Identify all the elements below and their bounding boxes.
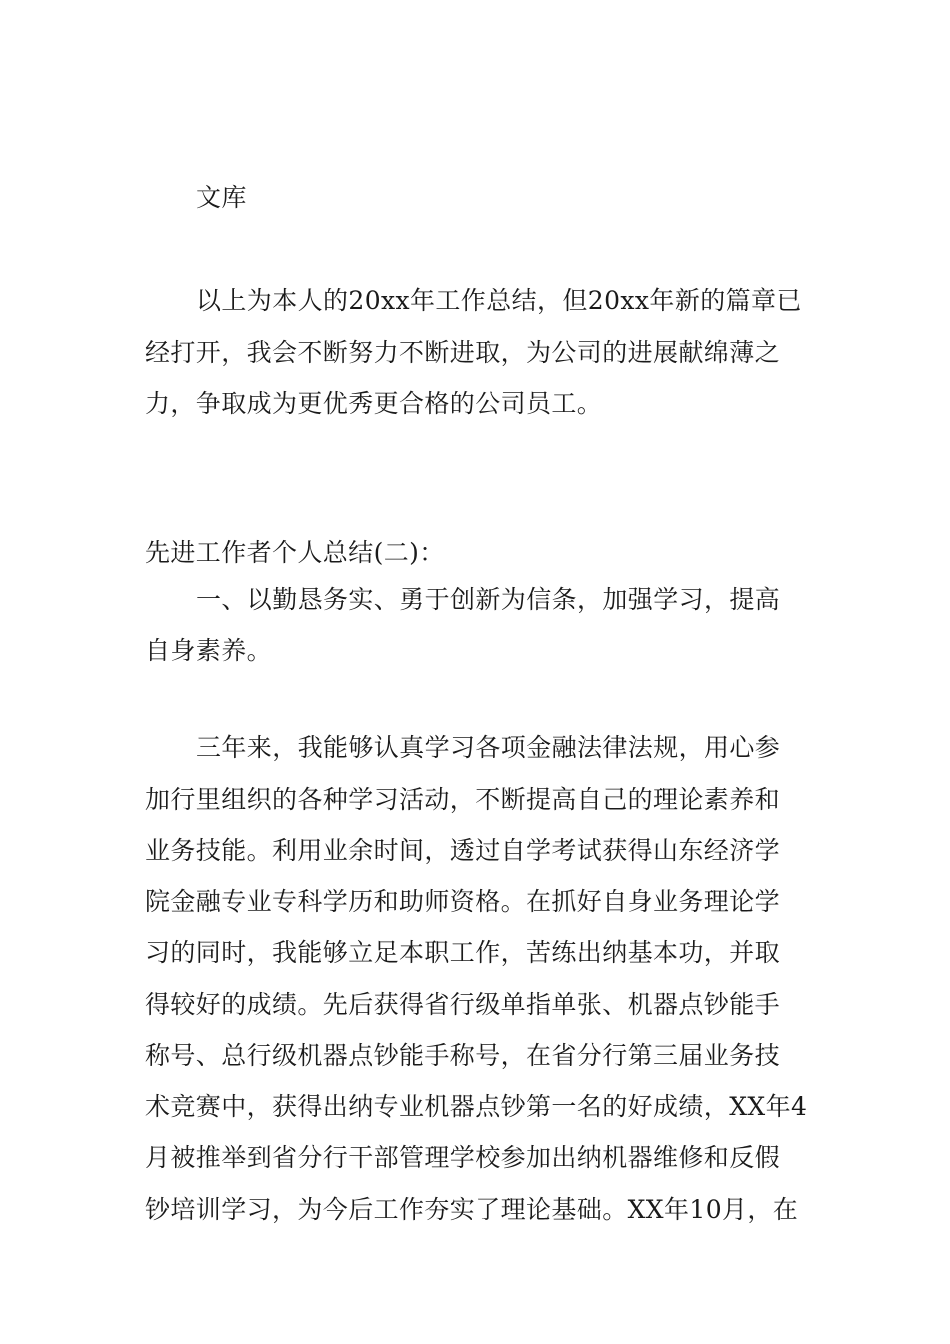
header-fragment: 文库	[196, 183, 247, 212]
paragraph-line: 习的同时，我能够立足本职工作，苦练出纳基本功，并取	[145, 938, 781, 967]
paragraph-line: 加行里组织的各种学习活动，不断提高自己的理论素养和	[145, 785, 781, 814]
paragraph-line: 经打开，我会不断努力不断进取，为公司的进展献绵薄之	[145, 338, 781, 367]
paragraph-line: 三年来，我能够认真学习各项金融法律法规，用心参	[196, 733, 781, 762]
paragraph-line: 自身素养。	[145, 636, 273, 665]
paragraph-line: 院金融专业专科学历和助师资格。在抓好自身业务理论学	[145, 887, 781, 916]
paragraph-line: 钞培训学习，为今后工作夯实了理论基础。XX年10月，在	[145, 1195, 799, 1224]
paragraph-line: 得较好的成绩。先后获得省行级单指单张、机器点钞能手	[145, 990, 781, 1019]
paragraph-line: 力，争取成为更优秀更合格的公司员工。	[145, 389, 603, 418]
paragraph-line: 月被推举到省分行干部管理学校参加出纳机器维修和反假	[145, 1143, 781, 1172]
paragraph-line: 一、以勤恳务实、勇于创新为信条，加强学习，提高	[196, 585, 781, 614]
paragraph-line: 以上为本人的20xx年工作总结，但20xx年新的篇章已	[196, 286, 802, 315]
section-title: 先进工作者个人总结(二)：	[145, 538, 445, 567]
paragraph-line: 称号、总行级机器点钞能手称号，在省分行第三届业务技	[145, 1041, 781, 1070]
paragraph-line: 业务技能。利用业余时间，透过自学考试获得山东经济学	[145, 836, 781, 865]
paragraph-line: 术竞赛中，获得出纳专业机器点钞第一名的好成绩，XX年4	[145, 1092, 808, 1121]
